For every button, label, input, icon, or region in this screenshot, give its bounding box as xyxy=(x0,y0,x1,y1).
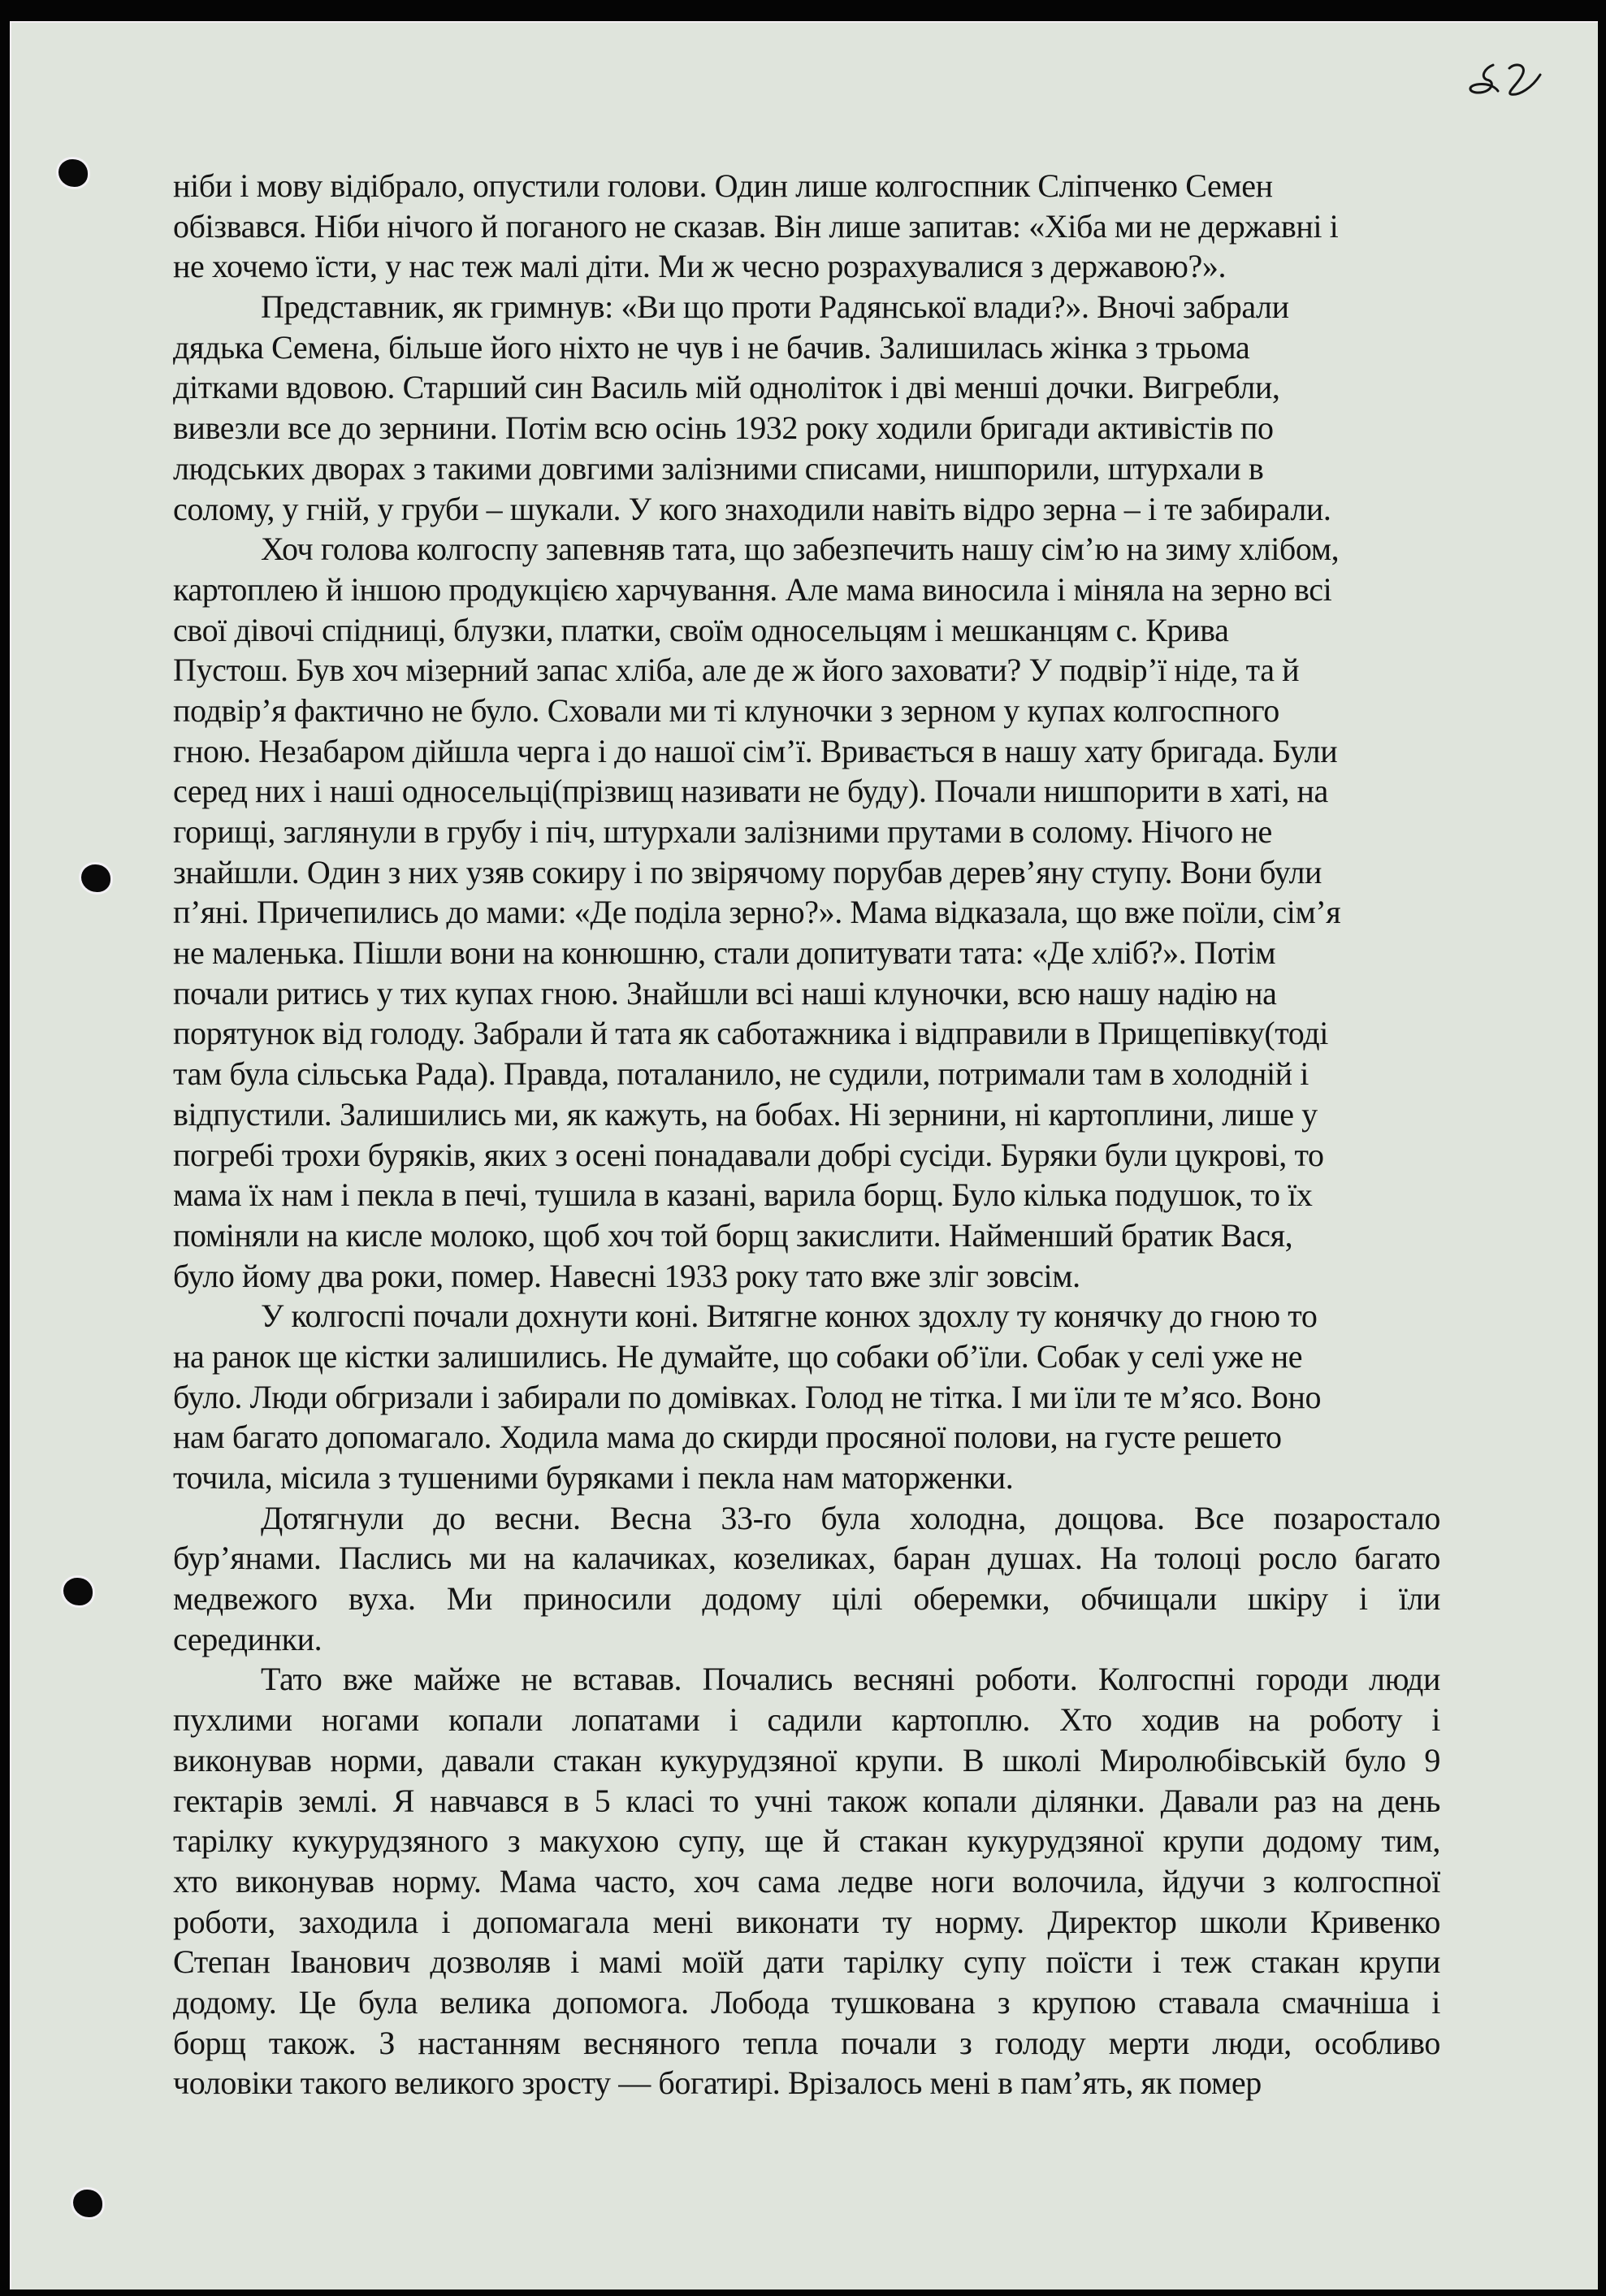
text-line: бур’янами. Паслись ми на калачиках, козеликах, баран душах. На толоці росло багато xyxy=(173,1540,1440,1577)
text-line: пухлими ногами копали лопатами і садили картоплю. Хто ходив на роботу і xyxy=(173,1701,1440,1739)
text-line: Представник, як гримнув: «Ви що проти Радянської влади?». Вночі забрали xyxy=(261,288,1289,326)
text-line: там була сільська Рада). Правда, поталанило, не судили, потримали там в холодній і xyxy=(173,1055,1309,1093)
text-line: відпустили. Залишились ми, як кажуть, на бобах. Ні зернини, ні картоплини, лише у xyxy=(173,1095,1318,1133)
text-line: горищі, заглянули в грубу і піч, штурхали залізними прутами в солому. Нічого не xyxy=(173,813,1272,850)
document-body xyxy=(173,166,1440,2103)
punch-hole xyxy=(58,159,88,187)
text-line: було йому два роки, помер. Навесні 1933 року тато вже зліг зовсім. xyxy=(173,1257,1080,1294)
text-line: роботи, заходила і допомагала мені виконати ту норму. Директор школи Кривенко xyxy=(173,1903,1440,1940)
text-line: тарілку кукурудзяного з макухою супу, ще й стакан кукурудзяної крупи додому тим, xyxy=(173,1822,1440,1860)
text-line: не хочемо їсти, у нас теж малі діти. Ми ж чесно розрахувалися з державою?». xyxy=(173,248,1227,285)
text-line: подвір’я фактично не було. Сховали ми ті клуночки з зерном у купах колгоспного xyxy=(173,691,1279,729)
text-line: порятунок від голоду. Забрали й тата як саботажника і відправили в Прищепівку(тоді xyxy=(173,1015,1328,1052)
text-line: солому, у гній, у груби – шукали. У кого знаходили навіть відро зерна – і те забирали. xyxy=(173,490,1331,527)
text-line: У колгоспі почали дохнути коні. Витягне конюх здохлу ту конячку до гною то xyxy=(261,1297,1318,1335)
text-line: Дотягнули до весни. Весна 33-го була холодна, дощова. Все позаростало xyxy=(261,1499,1440,1536)
text-line: свої дівочі спідниці, блузки, платки, своїм односельцям і мешканцям с. Крива xyxy=(173,611,1229,648)
text-line: Тато вже майже не вставав. Почались весняні роботи. Колгоспні городи люди xyxy=(261,1661,1440,1698)
text-line: борщ також. З настанням весняного тепла почали з голоду мерти люди, особливо xyxy=(173,2024,1440,2061)
text-line: людських дворах з такими довгими залізними списами, нишпорили, штурхали в xyxy=(173,449,1264,487)
text-line: гектарів землі. Я навчався в 5 класі то учні також копали ділянки. Давали раз на день xyxy=(173,1782,1440,1819)
text-line: картоплею й іншою продукцією харчування. Але мама виносила і міняла на зерно всі xyxy=(173,570,1332,608)
text-line: погребі трохи буряків, яких з осені понадавали добрі сусіди. Буряки були цукрові, то xyxy=(173,1136,1324,1173)
text-line: знайшли. Один з них узяв сокиру і по звірячому порубав дерев’яну ступу. Вони були xyxy=(173,853,1322,890)
text-line: чоловіки такого великого зросту — богатирі. Врізалось мені в пам’ять, як помер xyxy=(173,2064,1262,2102)
text-line: Пустош. Був хоч мізерний запас хліба, але де ж його заховати? У подвір’ї ніде, та й xyxy=(173,652,1300,689)
text-line: мама їх нам і пекла в печі, тушила в казані, варила борщ. Було кілька подушок, то їх xyxy=(173,1176,1313,1214)
text-line: Хоч голова колгоспу запевняв тата, що забезпечить нашу сім’ю на зиму хлібом, xyxy=(261,531,1340,568)
text-line: медвежого вуха. Ми приносили додому цілі оберемки, обчищали шкіру і їли xyxy=(173,1580,1440,1618)
text-line: не маленька. Пішли вони на конюшню, стали допитувати тата: «Де хліб?». Потім xyxy=(173,934,1276,972)
text-line: ніби і мову відібрало, опустили голови. Один лише колгоспник Сліпченко Семен xyxy=(173,167,1273,204)
text-line: Степан Іванович дозволяв і мамі моїй дати тарілку супу поїсти і теж стакан крупи xyxy=(173,1943,1440,1981)
text-line: точила, місила з тушеними буряками і пекла нам маторженки. xyxy=(173,1459,1014,1496)
text-line: дядька Семена, більше його ніхто не чув і не бачив. Залишилась жінка з трьома xyxy=(173,328,1250,366)
text-line: нам багато допомагало. Ходила мама до скирди просяної полови, на густе решето xyxy=(173,1419,1282,1456)
text-line: додому. Це була велика допомога. Лобода тушкована з крупою ставала смачніша і xyxy=(173,1983,1440,2021)
punch-hole xyxy=(73,2190,102,2217)
punch-hole xyxy=(81,864,110,892)
handwritten-page-number xyxy=(1462,50,1552,107)
text-line: на ранок ще кістки залишились. Не думайте, що собаки об’їли. Собак у селі уже не xyxy=(173,1337,1303,1375)
text-line: виконував норми, давали стакан кукурудзяної крупи. В школі Миролюбівській було 9 xyxy=(173,1741,1440,1778)
text-line: обізвався. Ніби нічого й поганого не сказав. Він лише запитав: «Хіба ми не державні і xyxy=(173,207,1339,245)
text-line: почали ритись у тих купах гною. Знайшли всі наші клуночки, всю нашу надію на xyxy=(173,974,1277,1012)
text-line: п’яні. Причепились до мами: «Де поділа зерно?». Мама відказала, що вже поїли, сім’я xyxy=(173,894,1341,931)
text-line: вивезли все до зернини. Потім всю осінь 1932 року ходили бригади активістів по xyxy=(173,409,1274,447)
text-line: дітками вдовою. Старший син Василь мій одноліток і дві менші дочки. Вигребли, xyxy=(173,369,1280,406)
text-line: серединки. xyxy=(173,1620,322,1657)
text-line: хто виконував норму. Мама часто, хоч сама ледве ноги волочила, йдучи з колгоспної xyxy=(173,1862,1440,1900)
text-line: серед них і наші односельці(прізвищ називати не буду). Почали нишпорити в хаті, на xyxy=(173,773,1328,810)
text-line: поміняли на кисле молоко, щоб хоч той борщ закислити. Найменший братик Вася, xyxy=(173,1216,1293,1254)
punch-hole xyxy=(63,1578,93,1605)
text-line: гною. Незабаром дійшла черга і до нашої сім’ї. Вривається в нашу хату бригада. Були xyxy=(173,732,1338,769)
text-line: було. Люди обгризали і забирали по домівках. Голод не тітка. І ми їли те м’ясо. Воно xyxy=(173,1378,1322,1415)
